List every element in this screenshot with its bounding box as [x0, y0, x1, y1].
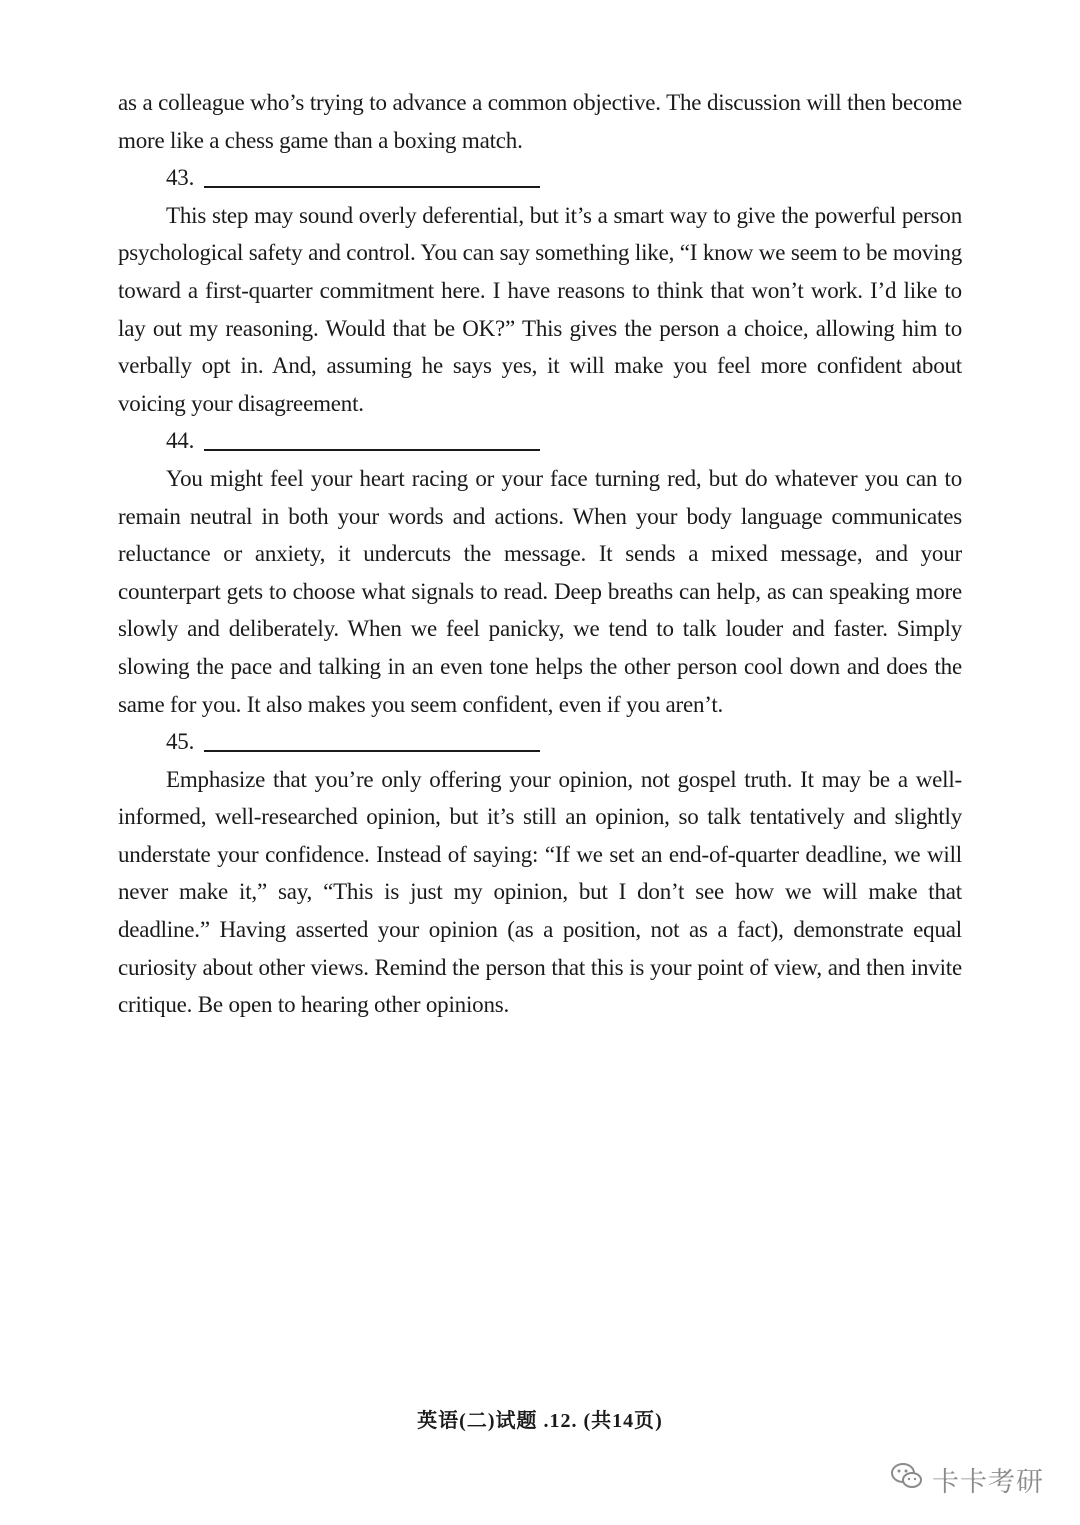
paragraph-43: This step may sound overly deferential, but it’s a smart way to give the powerful person psychological safety and control. You can say something like, “I know we seem to be moving toward a first-quarter commitment here. I have reasons to think that won’t work. I’d like to lay out my reasoning. Would that be OK?” This gives the person a choice, allowing him to verbally opt in. And, assuming he says yes, it will make you feel more confident about voicing your disagreement. — [118, 202, 962, 416]
question-44-blank-line — [118, 422, 962, 460]
paragraph-45: Emphasize that you’re only offering your opinion, not gospel truth. It may be a well-informed, well-researched opinion, but it’s still an opinion, so talk tentatively and slightly understate your confidence. Instead of saying: “If we set an end-of-quarter deadline, we will never make it,” say, “This is just my opinion, but I don’t see how we will make that deadline.” Having asserted your opinion (as a position, not as a fact), demonstrate equal curiosity about other views. Remind the person that this is your point of view, and then invite critique. Be open to hearing other opinions. — [118, 766, 962, 1018]
page-footer: 英语(二)试题 .12. (共14页) — [417, 1410, 663, 1432]
answer-blank-44 — [204, 448, 540, 451]
watermark-text: 卡卡考研 — [932, 1467, 1044, 1498]
paragraph-44: You might feel your heart racing or your face turning red, but do whatever you can to remain neutral in both your words and actions. When your body language communicates reluctance or anxiety, it undercuts the message. It sends a mixed message, and your counterpart gets to choose what signals to read. Deep breaths can help, as can speaking more slowly and deliberately. When we feel panicky, we tend to talk louder and faster. Simply slowing the pace and talking in an even tone helps the other person cool down and does the same for you. It also makes you seem confident, even if you aren’t. — [118, 465, 962, 717]
paragraph-intro-continuation: as a colleague who’s trying to advance a common objective. The discussion will then become more like a chess game than a boxing match. — [118, 90, 962, 153]
watermark — [890, 1460, 1044, 1499]
answer-blank-45 — [204, 749, 540, 752]
question-45-number: 45. — [166, 729, 195, 755]
question-43-number: 43. — [166, 165, 195, 191]
question-43-blank-line — [118, 159, 962, 197]
page-body — [118, 84, 962, 1024]
question-44-number: 44. — [166, 428, 195, 454]
wechat-icon — [890, 1461, 932, 1498]
question-45-blank-line — [118, 723, 962, 761]
answer-blank-43 — [204, 185, 540, 188]
